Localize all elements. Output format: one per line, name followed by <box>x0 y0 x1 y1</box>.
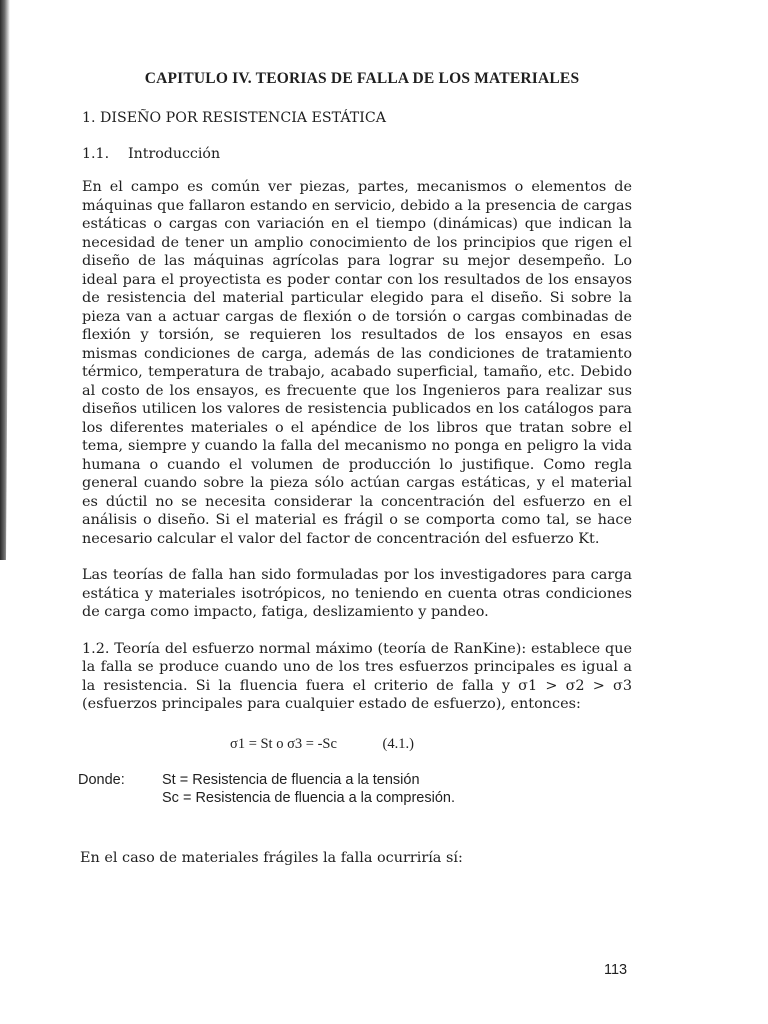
definition-sc: Sc = Resistencia de fluencia a la compresión. <box>162 790 455 806</box>
subsection-number: 1.1. <box>82 146 110 162</box>
chapter-title: CAPITULO IV. TEORIAS DE FALLA DE LOS MATERIALES <box>144 70 580 87</box>
equation-text: σ1 = St o σ3 = -Sc <box>230 735 337 752</box>
paragraph-rankine-theory: 1.2. Teoría del esfuerzo normal máximo (teoría de RanKine): establece que la falla se produce cuando uno de los tres esfuerzos principales es igual a la resistencia. Si la fluencia fuera el criterio de falla y σ1 > σ2 > σ3 (esfuerzos principales para cualquier estado de esfuerzo), entonces: <box>82 640 632 712</box>
document-page <box>78 70 632 866</box>
subsection-title <box>82 146 632 162</box>
definitions-label: Donde: <box>78 771 125 788</box>
definitions-block <box>78 771 632 808</box>
paragraph-failure-theories: Las teorías de falla han sido formuladas por los investigadores para carga estática y materiales isotrópicos, no teniendo en cuenta otras condiciones de carga como impacto, fatiga, deslizamiento y pandeo. <box>82 567 632 620</box>
definition-st: St = Resistencia de fluencia a la tensión <box>162 771 420 788</box>
scan-edge-shadow <box>0 0 10 560</box>
definitions-list <box>162 771 632 808</box>
section-title: 1. DISEÑO POR RESISTENCIA ESTÁTICA <box>82 110 386 126</box>
page-number: 113 <box>604 962 628 978</box>
equation-number: (4.1.) <box>382 735 414 752</box>
paragraph-introduction: En el campo es común ver piezas, partes, mecanismos o elementos de máquinas que fallaron estando en servicio, debido a la presencia de cargas estáticas o cargas con variación en el tiempo (dinámicas) que indican la necesidad de tener un amplio conocimiento de los principios que rigen el diseño de las máquinas agrícolas para lograr su mejor desempeño. Lo ideal para el proyectista es poder contar con los resultados de los ensayos de resistencia del material particular elegido para el diseño. Si sobre la pieza van a actuar cargas de flexión o de torsión o cargas combinadas de flexión y torsión, se requieren los resultados de los ensayos en esas mismas condiciones de carga, además de las condiciones de tratamiento térmico, temperatura de trabajo, acabado superficial, tamaño, etc. Debido al costo de los ensayos, es frecuente que los Ingenieros para realizar sus diseños utilicen los valores de resistencia publicados en los catálogos para los diferentes materiales o el apéndice de los libros que tratan sobre el tema, siempre y cuando la falla del mecanismo no ponga en peligro la vida humana o cuando el volumen de producción lo justifique. Como regla general cuando sobre la pieza sólo actúan cargas estáticas, y el material es dúctil no se necesita considerar la concentración del esfuerzo en el análisis o diseño. Si el material es frágil o se comporta como tal, se hace necesario calcular el valor del factor de concentración del esfuerzo Kt. <box>82 179 632 547</box>
closing-sentence: En el caso de materiales frágiles la falla ocurriría sí: <box>80 849 463 866</box>
subsection-label: Introducción <box>128 146 221 162</box>
equation-4-1 <box>82 736 632 753</box>
